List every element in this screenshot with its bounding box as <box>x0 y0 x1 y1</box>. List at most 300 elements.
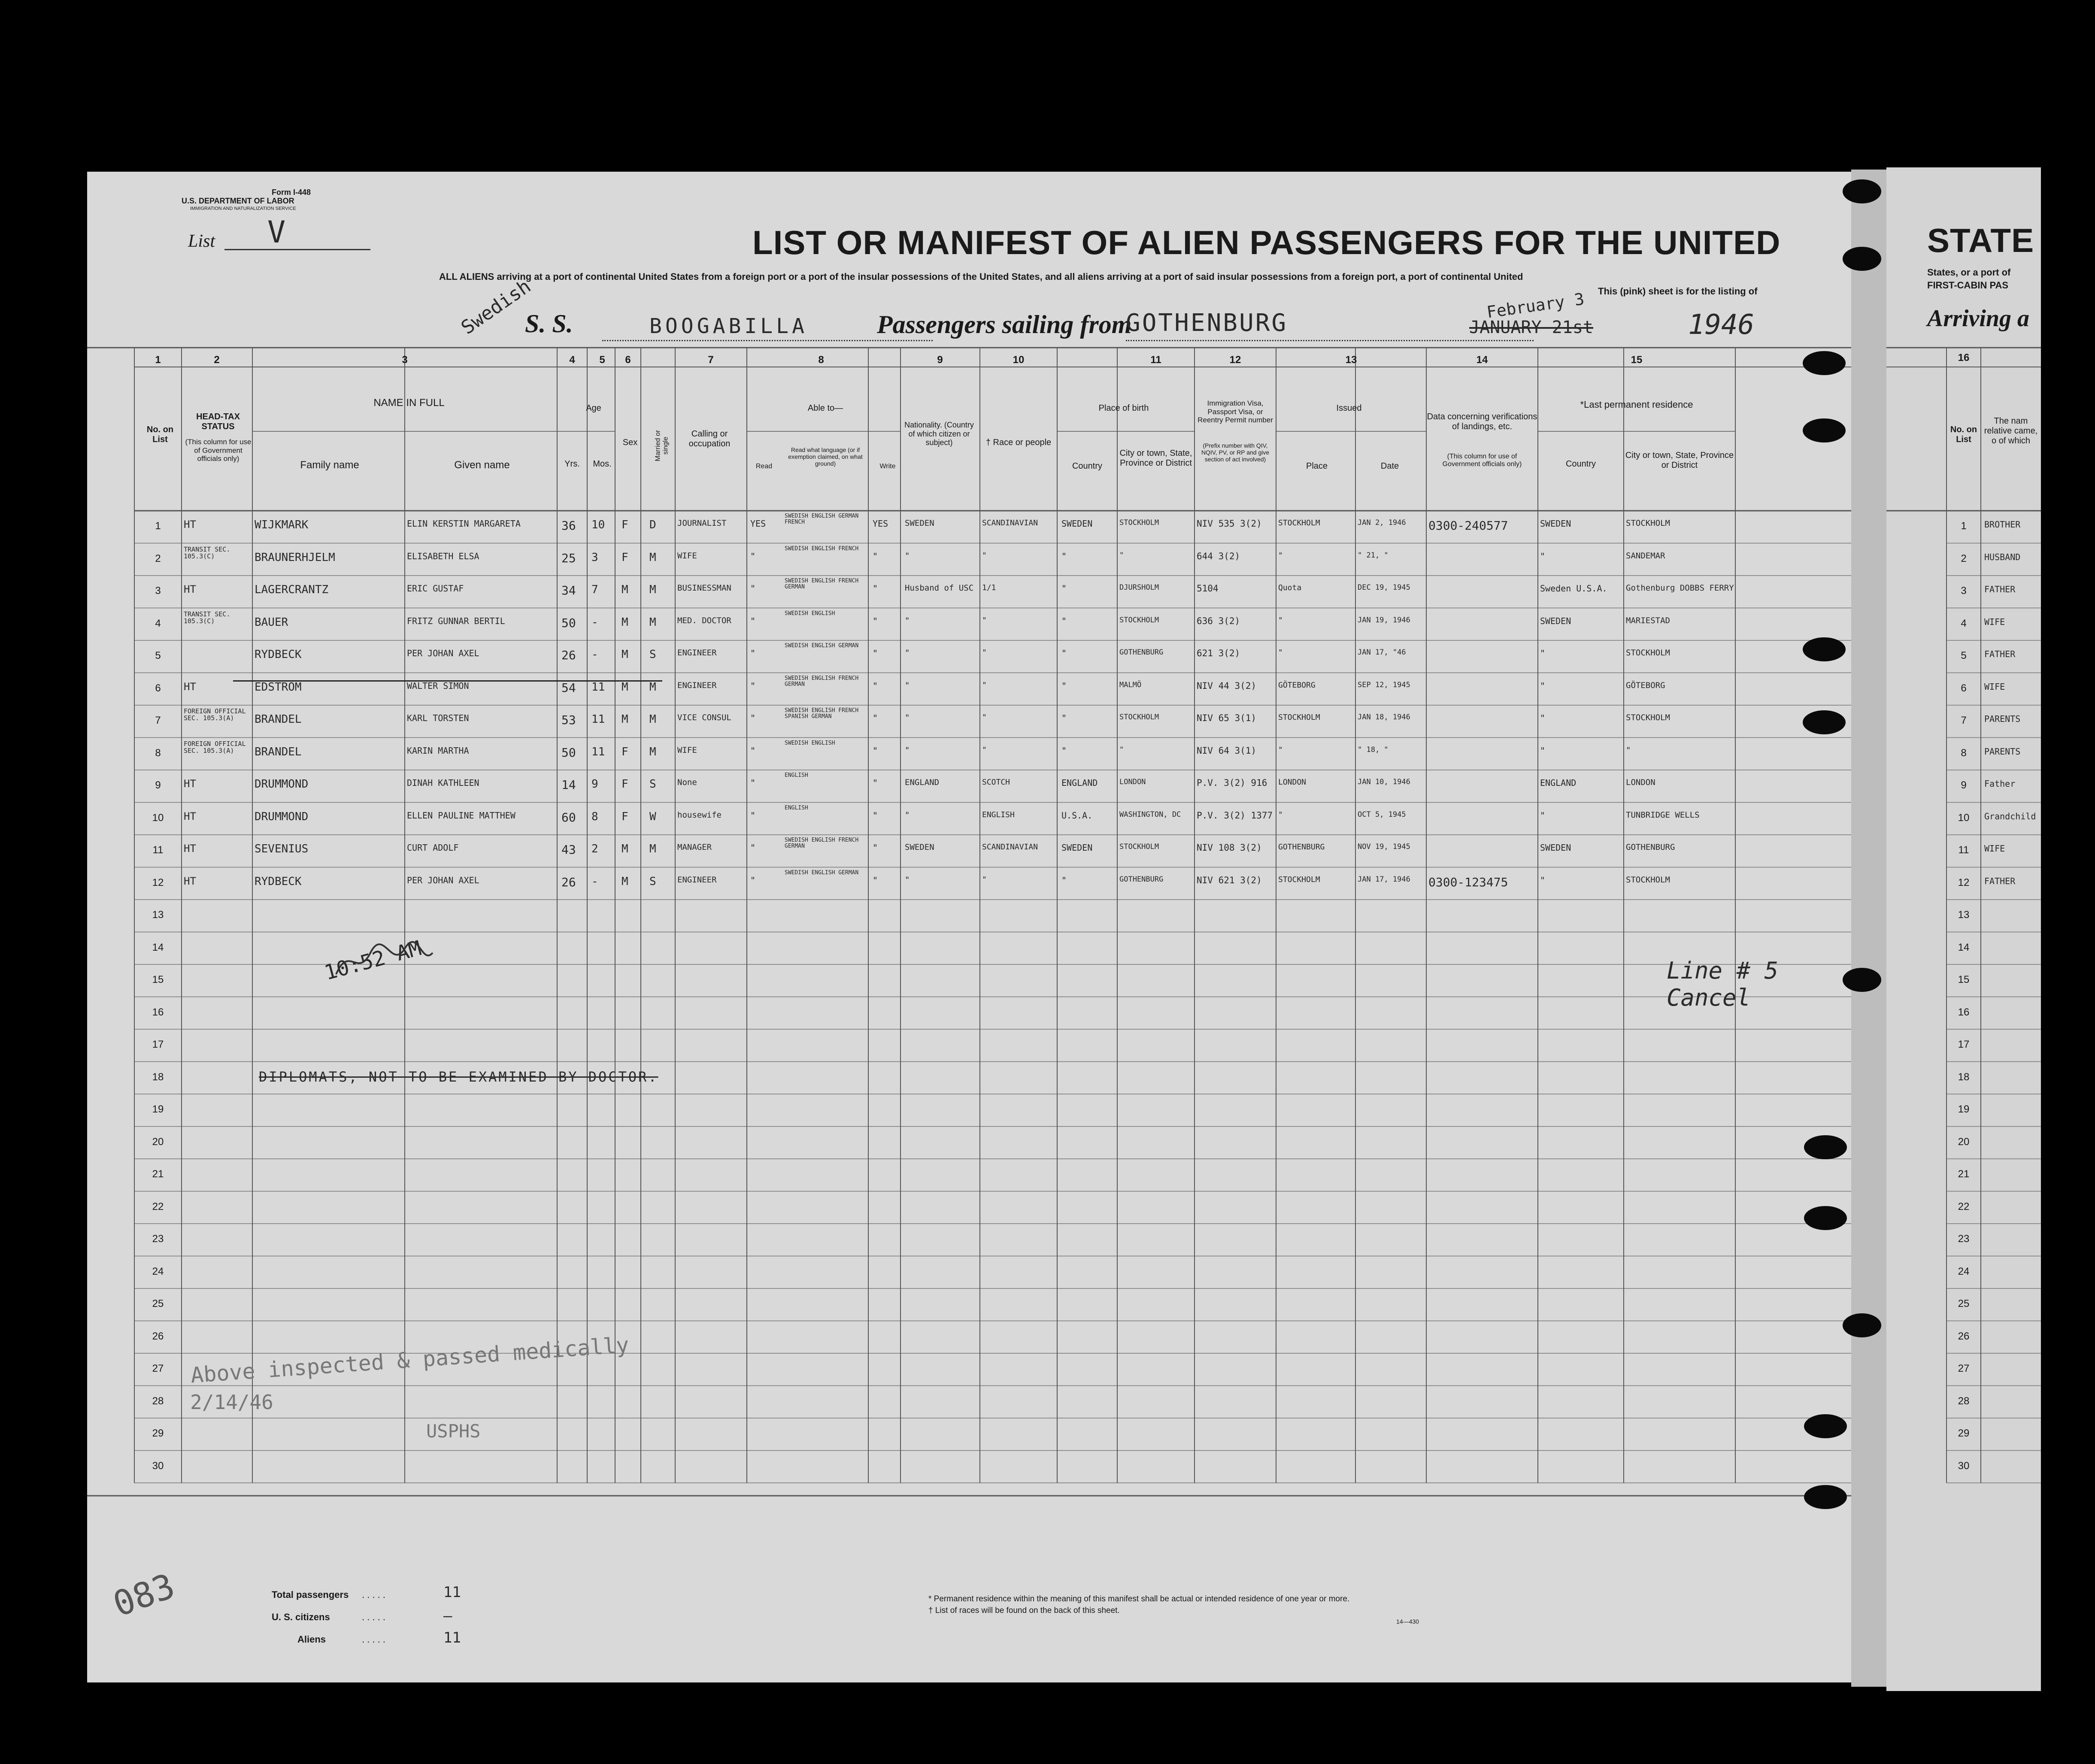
birth-city-cell: STOCKHOLM <box>1119 615 1159 624</box>
row-number: 22 <box>152 1200 164 1212</box>
column-number-16: 16 <box>1958 352 1970 364</box>
given-name-cell: ELLEN PAULINE MATTHEW <box>407 810 515 821</box>
nationality-cell: ENGLAND <box>905 778 940 787</box>
row-number: 24 <box>152 1265 164 1277</box>
residence-country-cell: " <box>1540 810 1546 821</box>
list-underline <box>224 249 370 250</box>
page-title: LIST OR MANIFEST OF ALIEN PASSENGERS FOR THE UNITED <box>752 224 1781 261</box>
column-number: 2 <box>214 354 220 366</box>
facing-sheet <box>1886 167 2041 1691</box>
family-name-cell: LAGERCRANTZ <box>255 583 329 596</box>
read-language-cell: SWEDISH ENGLISH FRENCH SPANISH GERMAN <box>785 707 859 720</box>
age-years-cell: 54 <box>561 680 576 695</box>
intro-text: ALL ALIENS arriving at a port of continental United States from a foreign port or a port of the insular possessions of the United States, and all aliens arriving at a port of said insular possessions from a foreign port, a port of continental United <box>439 271 1523 282</box>
family-name-cell: DRUMMOND <box>255 778 309 791</box>
inspector-title: USPHS <box>426 1421 481 1442</box>
punch-hole <box>1803 710 1846 734</box>
intro-text-2: This (pink) sheet is for the listing of <box>1598 286 1758 297</box>
row-number: 29 <box>152 1428 164 1439</box>
read-language-cell: SWEDISH ENGLISH <box>785 740 835 746</box>
sex-cell: F <box>622 518 628 531</box>
issued-date-cell: " 21, " <box>1358 551 1389 560</box>
birth-country-cell: " <box>1061 875 1067 885</box>
column-number: 9 <box>937 354 943 366</box>
marital-status-cell: M <box>649 615 656 629</box>
header-verifications: Data concerning verifications of landings, etc. <box>1427 412 1537 431</box>
marital-status-cell: S <box>649 875 656 888</box>
occupation-cell: MANAGER <box>677 843 712 852</box>
age-months-cell: 11 <box>591 745 605 758</box>
age-years-cell: 26 <box>561 875 576 889</box>
head-tax-cell: HT <box>184 518 196 530</box>
birth-city-cell: " <box>1119 745 1124 754</box>
row-number: 4 <box>1961 617 1967 629</box>
total-passengers-value: 11 <box>443 1584 461 1601</box>
sex-cell: F <box>622 778 628 791</box>
row-number: 30 <box>1958 1460 1970 1472</box>
total-passengers-label: Total passengers <box>272 1589 349 1600</box>
write-cell: " <box>873 648 878 658</box>
residence-city-cell: Gothenburg DOBBS FERRY <box>1626 583 1734 593</box>
issued-place-cell: LONDON <box>1278 778 1307 787</box>
residence-country-cell: " <box>1540 713 1546 723</box>
relative-cell: FATHER <box>1984 876 2016 886</box>
occupation-cell: BUSINESSMAN <box>677 583 731 593</box>
column-number: 10 <box>1013 354 1025 366</box>
occupation-cell: VICE CONSUL <box>677 713 731 722</box>
row-number: 19 <box>152 1103 164 1115</box>
sex-cell: F <box>622 551 628 564</box>
footnote-races: † List of races will be found on the back of this sheet. <box>928 1606 1120 1615</box>
birth-country-cell: " <box>1061 680 1067 691</box>
manifest-sheet <box>87 172 1851 1682</box>
row-number: 9 <box>155 779 161 791</box>
race-cell: " <box>982 745 987 755</box>
punch-hole <box>1803 351 1846 375</box>
family-name-cell: RYDBECK <box>255 648 302 661</box>
residence-city-cell: TUNBRIDGE WELLS <box>1626 810 1700 820</box>
column-number: 8 <box>818 354 824 366</box>
medical-inspection-note: Above inspected & passed medically <box>190 1332 630 1388</box>
issued-date-cell: SEP 12, 1945 <box>1358 680 1410 689</box>
row-number: 27 <box>152 1363 164 1374</box>
column-number: 15 <box>1631 354 1643 366</box>
visa-cell: NIV 535 3(2) <box>1197 518 1262 529</box>
residence-country-cell: " <box>1540 680 1546 691</box>
nationality-cell: " <box>905 615 910 625</box>
row-number: 18 <box>152 1071 164 1083</box>
service-label: IMMIGRATION AND NATURALIZATION SERVICE <box>190 206 296 211</box>
read-cell: " <box>750 745 756 756</box>
form-number: Form I-448 <box>272 188 311 197</box>
race-cell: " <box>982 875 987 884</box>
row-number: 21 <box>152 1168 164 1180</box>
issued-date-cell: " 18, " <box>1358 745 1389 754</box>
write-cell: " <box>873 551 878 561</box>
issued-date-cell: JAN 17, 1946 <box>1358 875 1410 884</box>
column-number: 4 <box>569 354 575 366</box>
given-name-cell: PER JOHAN AXEL <box>407 875 479 885</box>
birth-country-cell: ENGLAND <box>1061 778 1098 788</box>
header-no-on-list: No. on List <box>146 425 174 444</box>
age-months-cell: - <box>591 648 598 661</box>
relative-cell: WIFE <box>1984 616 2005 627</box>
residence-country-cell: SWEDEN <box>1540 518 1571 529</box>
issued-place-cell: " <box>1278 615 1283 625</box>
row-number: 9 <box>1961 779 1967 791</box>
read-language-cell: SWEDISH ENGLISH FRENCH GERMAN <box>785 578 859 590</box>
row-number: 8 <box>155 747 161 759</box>
age-years-cell: 60 <box>561 810 576 824</box>
marital-status-cell: M <box>649 680 656 694</box>
row-number: 1 <box>155 520 161 532</box>
row-number: 23 <box>152 1233 164 1245</box>
residence-city-cell: STOCKHOLM <box>1626 518 1670 528</box>
family-name-cell: RYDBECK <box>255 875 302 888</box>
head-tax-cell: HT <box>184 843 196 855</box>
row-number: 23 <box>1958 1233 1970 1245</box>
birth-city-cell: DJURSHOLM <box>1119 583 1159 592</box>
aliens-dots: . . . . . <box>362 1634 386 1645</box>
issued-date-cell: JAN 17, "46 <box>1358 648 1406 657</box>
issued-place-cell: STOCKHOLM <box>1278 518 1320 527</box>
verification-cell: 0300-123475 <box>1428 875 1508 889</box>
punch-hole <box>1843 179 1881 203</box>
family-name-cell: BRANDEL <box>255 713 302 726</box>
page-number: 083 <box>108 1566 180 1625</box>
header-nationality: Nationality. (Country of which citizen or subject) <box>904 421 974 447</box>
given-name-cell: WALTER SIMON <box>407 680 469 691</box>
column-number: 1 <box>155 354 161 366</box>
column-number: 12 <box>1229 354 1241 366</box>
nationality-cell: " <box>905 551 910 561</box>
date-struck: JANUARY 21st <box>1469 318 1593 337</box>
header-last-residence: *Last permanent residence <box>1580 399 1693 410</box>
punch-hole <box>1803 637 1846 661</box>
row-number: 24 <box>1958 1265 1970 1277</box>
row-number: 25 <box>1958 1298 1970 1309</box>
column-number: 7 <box>708 354 714 366</box>
birth-city-cell: MALMÖ <box>1119 680 1142 689</box>
race-cell: " <box>982 680 987 690</box>
signature-time: 10:52 AM <box>321 936 424 985</box>
head-tax-cell: TRANSIT SEC. 105.3(C) <box>184 610 230 625</box>
nationality-cell: " <box>905 810 910 820</box>
row-number: 16 <box>152 1006 164 1018</box>
age-years-cell: 50 <box>561 745 576 760</box>
occupation-cell: housewife <box>677 810 722 820</box>
birth-country-cell: SWEDEN <box>1061 843 1093 853</box>
read-cell: " <box>750 583 756 594</box>
marital-status-cell: W <box>649 810 656 823</box>
row-number: 18 <box>1958 1071 1970 1083</box>
residence-country-cell: Sweden U.S.A. <box>1540 583 1607 594</box>
row-number: 29 <box>1958 1428 1970 1439</box>
row-number: 26 <box>1958 1330 1970 1342</box>
punch-hole <box>1843 247 1881 271</box>
row-number: 11 <box>152 844 164 856</box>
age-years-cell: 26 <box>561 648 576 662</box>
diplomats-note: DIPLOMATS, NOT TO BE EXAMINED BY DOCTOR. <box>259 1069 658 1085</box>
head-tax-cell: HT <box>184 583 196 595</box>
age-months-cell: 7 <box>591 583 598 596</box>
marital-status-cell: M <box>649 843 656 855</box>
family-name-cell: BRANDEL <box>255 745 302 758</box>
relative-cell: HUSBAND <box>1984 552 2021 562</box>
nationality-cell: " <box>905 680 910 690</box>
column-number: 13 <box>1345 354 1357 366</box>
row-number: 28 <box>1958 1395 1970 1407</box>
relative-cell: Father <box>1984 779 2016 789</box>
sex-cell: M <box>622 680 628 694</box>
issued-place-cell: " <box>1278 810 1283 819</box>
visa-cell: NIV 621 3(2) <box>1197 875 1262 885</box>
header-calling: Calling or occupation <box>688 429 731 449</box>
residence-country-cell: SWEDEN <box>1540 615 1571 626</box>
visa-cell: P.V. 3(2) 1377 <box>1197 810 1273 821</box>
row-number: 20 <box>1958 1136 1970 1148</box>
row-number: 22 <box>1958 1200 1970 1212</box>
ss-label: S. S. <box>525 309 573 338</box>
birth-country-cell: U.S.A. <box>1061 810 1093 821</box>
marital-status-cell: S <box>649 648 656 661</box>
residence-city-cell: STOCKHOLM <box>1626 713 1670 722</box>
row-number: 6 <box>155 682 161 694</box>
head-tax-cell: HT <box>184 875 196 887</box>
read-language-cell: SWEDISH ENGLISH <box>785 610 835 617</box>
age-months-cell: 11 <box>591 680 605 694</box>
header-name-in-full: NAME IN FULL <box>373 397 445 409</box>
race-cell: " <box>982 648 987 657</box>
header-given-name: Given name <box>454 459 510 471</box>
column-number: 6 <box>625 354 631 366</box>
issued-place-cell: GÖTEBORG <box>1278 680 1316 690</box>
given-name-cell: DINAH KATHLEEN <box>407 778 479 788</box>
total-passengers-dots: . . . . . <box>362 1589 386 1600</box>
row-number: 30 <box>152 1460 164 1472</box>
age-years-cell: 43 <box>561 843 576 857</box>
row-number: 4 <box>155 617 161 629</box>
aliens-value: 11 <box>443 1629 461 1646</box>
age-months-cell: 2 <box>591 843 598 855</box>
ship-underline <box>602 340 933 341</box>
row-number: 17 <box>152 1039 164 1050</box>
row-number: 7 <box>1961 715 1967 726</box>
write-cell: " <box>873 810 878 821</box>
residence-city-cell: GÖTEBORG <box>1626 680 1665 690</box>
row-number: 13 <box>152 909 164 921</box>
us-citizens-label: U. S. citizens <box>272 1612 330 1622</box>
header-race: † Race or people <box>985 438 1052 447</box>
departure-port: GOTHENBURG <box>1126 309 1288 337</box>
issued-place-cell: " <box>1278 648 1283 657</box>
read-language-cell: SWEDISH ENGLISH FRENCH GERMAN <box>785 675 859 688</box>
relative-cell: WIFE <box>1984 681 2005 692</box>
punch-hole <box>1843 968 1881 992</box>
read-cell: " <box>750 551 756 561</box>
write-cell: " <box>873 843 878 853</box>
age-years-cell: 14 <box>561 778 576 792</box>
sex-cell: M <box>622 615 628 629</box>
punch-hole <box>1804 1414 1847 1438</box>
age-years-cell: 53 <box>561 713 576 727</box>
birth-country-cell: " <box>1061 615 1067 626</box>
birth-city-cell: LONDON <box>1119 778 1146 786</box>
row-number: 8 <box>1961 747 1967 759</box>
residence-country-cell: " <box>1540 745 1546 756</box>
port-underline <box>1126 340 1534 341</box>
age-years-cell: 50 <box>561 615 576 630</box>
header-place-of-birth: Place of birth <box>1098 403 1149 413</box>
row-number: 14 <box>152 941 164 953</box>
facing-title: STATE <box>1927 221 2034 259</box>
column-number: 5 <box>599 354 605 366</box>
read-language-cell: SWEDISH ENGLISH GERMAN <box>785 643 859 649</box>
given-name-cell: PER JOHAN AXEL <box>407 648 479 658</box>
head-tax-cell: HT <box>184 778 196 790</box>
sailing-label: Passengers sailing from <box>877 310 1132 339</box>
date-handwritten: February 3 <box>1486 289 1586 322</box>
residence-country-cell: ENGLAND <box>1540 778 1577 788</box>
column-number: 14 <box>1476 354 1488 366</box>
visa-cell: 636 3(2) <box>1197 615 1240 626</box>
given-name-cell: KARIN MARTHA <box>407 745 469 756</box>
marital-status-cell: D <box>649 518 656 531</box>
occupation-cell: None <box>677 778 697 787</box>
residence-city-cell: LONDON <box>1626 778 1655 787</box>
family-name-cell: EDSTRÖM <box>255 680 302 694</box>
read-language-cell: ENGLISH <box>785 772 808 779</box>
birth-city-cell: GOTHENBURG <box>1119 648 1164 657</box>
age-months-cell: 11 <box>591 713 605 726</box>
race-cell: " <box>982 615 987 625</box>
given-name-cell: FRITZ GUNNAR BERTIL <box>407 615 505 626</box>
header-read-language: Read what language (or if exemption claimed, on what ground) <box>788 446 863 467</box>
row-number: 2 <box>155 552 161 564</box>
residence-country-cell: SWEDEN <box>1540 843 1571 853</box>
head-tax-cell: FOREIGN OFFICIAL SEC. 105.3(A) <box>184 707 246 722</box>
write-cell: " <box>873 583 878 594</box>
write-cell: " <box>873 778 878 788</box>
sex-cell: F <box>622 810 628 823</box>
row-number: 5 <box>1961 650 1967 661</box>
medical-inspection-date: 2/14/46 <box>190 1391 273 1414</box>
department-label: U.S. DEPARTMENT OF LABOR <box>182 197 294 205</box>
residence-city-cell: STOCKHOLM <box>1626 648 1670 658</box>
residence-city-cell: SANDEMAR <box>1626 551 1665 561</box>
issued-place-cell: STOCKHOLM <box>1278 713 1320 722</box>
row-number: 26 <box>152 1330 164 1342</box>
birth-city-cell: WASHINGTON, DC <box>1119 810 1181 819</box>
sex-cell: F <box>622 745 628 758</box>
occupation-cell: ENGINEER <box>677 648 717 658</box>
residence-country-cell: " <box>1540 875 1546 885</box>
relative-cell: FATHER <box>1984 649 2016 659</box>
row-number: 15 <box>1958 974 1970 985</box>
given-name-cell: CURT ADOLF <box>407 843 459 853</box>
header-relative: The nam relative came, o of which <box>1984 416 2038 446</box>
head-tax-cell: TRANSIT SEC. 105.3(C) <box>184 545 230 560</box>
occupation-cell: ENGINEER <box>677 680 717 690</box>
age-months-cell: - <box>591 615 598 629</box>
read-cell: " <box>750 615 756 626</box>
birth-country-cell: SWEDEN <box>1061 518 1093 529</box>
sex-cell: M <box>622 648 628 661</box>
row-number: 3 <box>155 585 161 597</box>
residence-city-cell: MARIESTAD <box>1626 615 1670 625</box>
sex-cell: M <box>622 713 628 726</box>
issued-place-cell: " <box>1278 551 1283 560</box>
relative-cell: FATHER <box>1984 584 2016 594</box>
birth-country-cell: " <box>1061 713 1067 723</box>
race-cell: 1/1 <box>982 583 996 592</box>
race-cell: SCANDINAVIAN <box>982 518 1038 527</box>
column-number: 11 <box>1150 354 1161 366</box>
header-head-tax: HEAD-TAX STATUS <box>196 412 240 431</box>
race-cell: ENGLISH <box>982 810 1015 819</box>
relative-cell: PARENTS <box>1984 746 2021 757</box>
form-code: 14—430 <box>1396 1618 1419 1625</box>
age-months-cell: - <box>591 875 598 888</box>
marital-status-cell: S <box>649 778 656 791</box>
age-months-cell: 9 <box>591 778 598 791</box>
age-years-cell: 25 <box>561 551 576 565</box>
verification-cell: 0300-240577 <box>1428 518 1508 533</box>
age-years-cell: 36 <box>561 518 576 533</box>
signature-scribble <box>332 936 435 983</box>
relative-cell: WIFE <box>1984 843 2005 854</box>
relative-cell: PARENTS <box>1984 714 2021 724</box>
row-number: 3 <box>1961 585 1967 597</box>
row-number: 10 <box>1958 812 1970 824</box>
race-cell: " <box>982 551 987 560</box>
header-birth-country: Country <box>1072 461 1103 471</box>
issued-place-cell: STOCKHOLM <box>1278 875 1320 884</box>
write-cell: " <box>873 680 878 691</box>
issued-date-cell: JAN 18, 1946 <box>1358 713 1410 721</box>
issued-date-cell: JAN 19, 1946 <box>1358 615 1410 624</box>
birth-city-cell: " <box>1119 551 1124 560</box>
family-name-cell: BAUER <box>255 615 288 629</box>
header-no-on-list-right: No. on List <box>1950 425 1977 444</box>
us-citizens-value: — <box>443 1607 452 1625</box>
birth-city-cell: GOTHENBURG <box>1119 875 1164 884</box>
header-verifications-note: (This column for use of Government officials only) <box>1442 453 1522 468</box>
issued-place-cell: Quota <box>1278 583 1302 592</box>
write-cell: " <box>873 745 878 756</box>
row-number: 12 <box>152 876 164 888</box>
header-family-name: Family name <box>300 459 359 471</box>
row-number: 19 <box>1958 1103 1970 1115</box>
header-issued: Issued <box>1336 403 1362 413</box>
row-number: 20 <box>152 1136 164 1148</box>
read-cell: " <box>750 713 756 723</box>
issued-date-cell: JAN 10, 1946 <box>1358 778 1410 786</box>
issued-date-cell: JAN 2, 1946 <box>1358 518 1406 527</box>
given-name-cell: ELISABETH ELSA <box>407 551 479 561</box>
write-cell: " <box>873 615 878 626</box>
us-citizens-dots: . . . . . <box>362 1612 386 1622</box>
row-number: 6 <box>1961 682 1967 694</box>
header-able-to: Able to— <box>807 403 843 413</box>
row-number: 5 <box>155 650 161 661</box>
issued-date-cell: OCT 5, 1945 <box>1358 810 1406 819</box>
nationality-cell: " <box>905 875 910 885</box>
visa-cell: 5104 <box>1197 583 1219 594</box>
race-cell: " <box>982 713 987 722</box>
visa-cell: 644 3(2) <box>1197 551 1240 561</box>
row-number: 1 <box>1961 520 1967 532</box>
